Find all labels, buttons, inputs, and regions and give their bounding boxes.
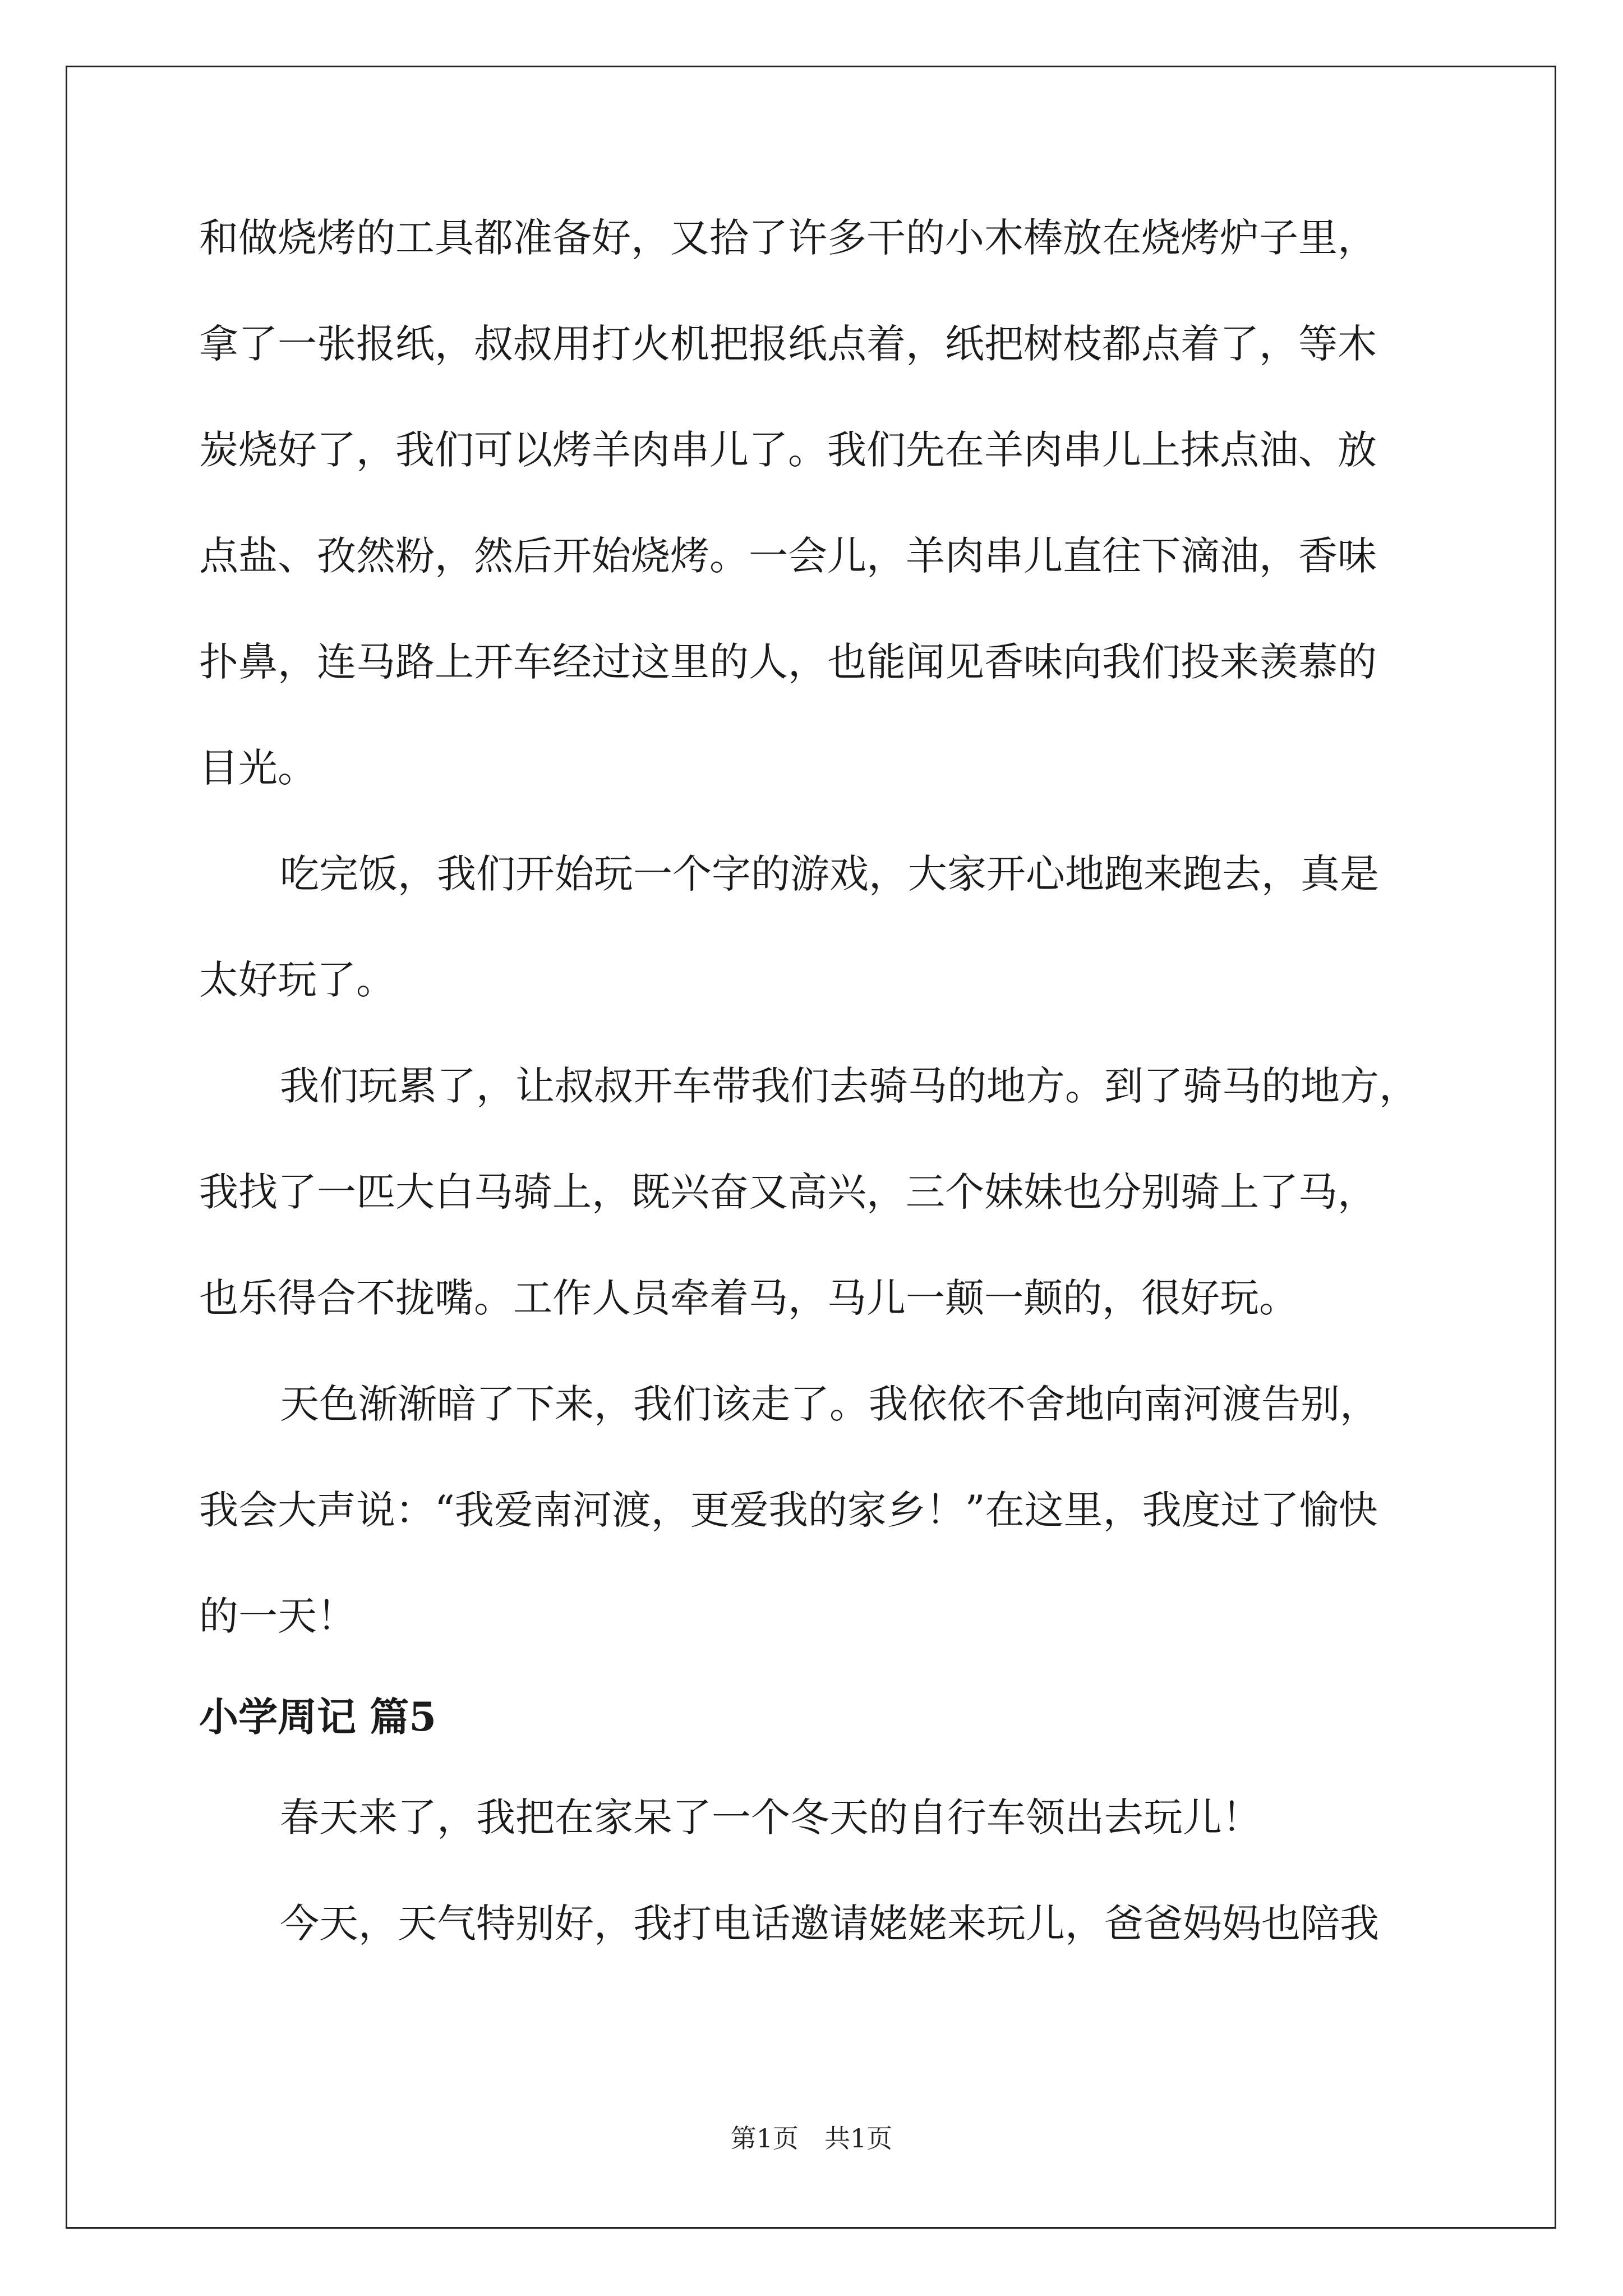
- text-line: 我找了一匹大白马骑上，既兴奋又高兴，三个妹妹也分别骑上了马，: [199, 1169, 1377, 1215]
- document-body: [199, 185, 1438, 1977]
- text-line: 天色渐渐暗了下来，我们该走了。我依依不舍地向南河渡告别，: [280, 1381, 1379, 1427]
- paragraph-farewell: [199, 1351, 1438, 1669]
- text-line: 扑鼻，连马路上开车经过这里的人，也能闻见香味向我们投来羡慕的: [199, 639, 1377, 685]
- text-line: 拿了一张报纸，叔叔用打火机把报纸点着，纸把树枝都点着了，等木: [199, 321, 1377, 367]
- text-line: 点盐、孜然粉，然后开始烧烤。一会儿，羊肉串儿直往下滴油，香味: [199, 533, 1377, 579]
- text-line: 春天来了，我把在家呆了一个冬天的自行车领出去玩儿！: [280, 1795, 1261, 1841]
- paragraph-horse-riding: [199, 1033, 1438, 1351]
- paragraph-spring: [199, 1765, 1438, 1871]
- paragraph-barbecue: [199, 185, 1438, 821]
- text-line: 我们玩累了，让叔叔开车带我们去骑马的地方。到了骑马的地方，: [280, 1063, 1418, 1109]
- page-footer: 第1页 共1页: [730, 2123, 893, 2154]
- text-line: 太好玩了。: [199, 957, 395, 1003]
- text-line: 吃完饭，我们开始玩一个字的游戏，大家开心地跑来跑去，真是: [280, 851, 1379, 897]
- text-line: 和做烧烤的工具都准备好，又拾了许多干的小木棒放在烧烤炉子里，: [199, 215, 1377, 261]
- text-line: 炭烧好了，我们可以烤羊肉串儿了。我们先在羊肉串儿上抹点油、放: [199, 427, 1377, 473]
- paragraph-weather: [199, 1871, 1438, 1977]
- text-line: 今天，天气特别好，我打电话邀请姥姥来玩儿，爸爸妈妈也陪我: [280, 1901, 1379, 1947]
- text-line: 的一天！: [199, 1593, 356, 1639]
- text-line: 也乐得合不拢嘴。工作人员牵着马，马儿一颠一颠的，很好玩。: [199, 1275, 1298, 1321]
- text-line: 我会大声说：“我爱南河渡，更爱我的家乡！”在这里，我度过了愉快: [199, 1487, 1378, 1533]
- text-line: 目光。: [199, 745, 317, 791]
- paragraph-game: [199, 821, 1438, 1033]
- section-heading: 小学周记 篇5: [199, 1694, 437, 1740]
